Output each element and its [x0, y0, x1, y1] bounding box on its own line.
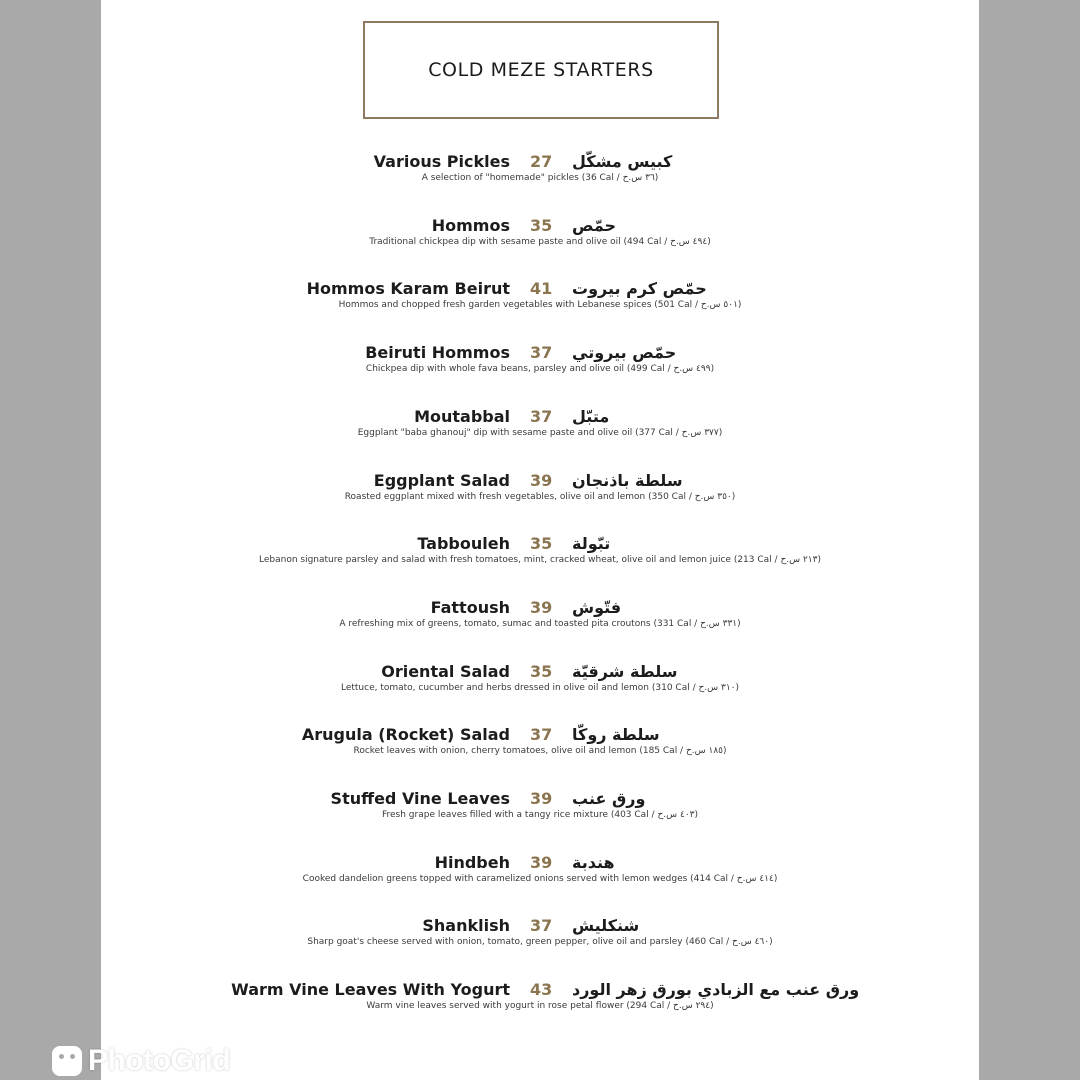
menu-item-line [101, 534, 979, 556]
menu-item-price: 27 [530, 152, 553, 171]
menu-item-description: Cooked dandelion greens topped with caramelized onions served with lemon wedges (414 Cal / ٤١٤ س.ح) [302, 874, 778, 884]
menu-item-price: 35 [530, 534, 553, 553]
menu-item [101, 853, 979, 884]
menu-item-line [101, 216, 979, 238]
menu-item-line [101, 152, 979, 174]
menu-item-price: 43 [530, 980, 553, 999]
menu-item-price: 37 [530, 725, 553, 744]
menu-item-name: Hommos Karam Beirut [306, 279, 510, 298]
watermark-text: PhotoGrid [88, 1044, 231, 1077]
menu-item-arabic-name: شنكليش [572, 916, 640, 935]
menu-item-name: Stuffed Vine Leaves [330, 789, 510, 808]
menu-item-price: 37 [530, 343, 553, 362]
menu-item-arabic-name: حمّص [572, 216, 617, 235]
menu-item [101, 916, 979, 947]
menu-item-name: Shanklish [422, 916, 510, 935]
menu-item-description: Lettuce, tomato, cucumber and herbs dressed in olive oil and lemon (310 Cal / ٣١٠ س.ح) [340, 683, 740, 693]
menu-item-name: Hommos [431, 216, 510, 235]
menu-item-line [101, 725, 979, 747]
menu-item-price: 41 [530, 279, 553, 298]
menu-item-line [101, 407, 979, 429]
menu-item-description: Chickpea dip with whole fava beans, parsley and olive oil (499 Cal / ٤٩٩ س.ح) [365, 364, 715, 374]
menu-item-arabic-name: سلطة روكّا [572, 725, 660, 744]
menu-item-arabic-name: سلطة شرقيّة [572, 662, 678, 681]
menu-item-price: 39 [530, 471, 553, 490]
menu-item [101, 980, 979, 1011]
menu-item-arabic-name: ورق عنب مع الزبادي بورق زهر الورد [572, 980, 860, 999]
photogrid-watermark [52, 1044, 230, 1078]
menu-item-description: A refreshing mix of greens, tomato, sumac and toasted pita croutons (331 Cal / ٣٣١ س.ح) [339, 619, 741, 629]
menu-item-name: Oriental Salad [381, 662, 510, 681]
menu-item [101, 598, 979, 629]
menu-item-name: Beiruti Hommos [365, 343, 510, 362]
menu-item-line [101, 980, 979, 1002]
section-title-box [363, 21, 719, 119]
menu-item [101, 534, 979, 565]
menu-item-line [101, 789, 979, 811]
menu-item [101, 662, 979, 693]
menu-item [101, 152, 979, 183]
menu-item-price: 35 [530, 216, 553, 235]
menu-item-arabic-name: سلطة باذنجان [572, 471, 683, 490]
menu-item-price: 39 [530, 598, 553, 617]
menu-item [101, 407, 979, 438]
menu-item-name: Arugula (Rocket) Salad [301, 725, 510, 744]
menu-item-arabic-name: حمّص كرم بيروت [572, 279, 707, 298]
menu-item-arabic-name: تبّولة [572, 534, 611, 553]
menu-item [101, 789, 979, 820]
menu-item-description: Rocket leaves with onion, cherry tomatoes, olive oil and lemon (185 Cal / ١٨٥ س.ح) [353, 746, 727, 756]
menu-item-price: 35 [530, 662, 553, 681]
menu-item-description: Sharp goat's cheese served with onion, tomato, green pepper, olive oil and parsley (460 Cal / ٤٦٠ س.ح) [307, 937, 773, 947]
menu-item-arabic-name: ورق عنب [572, 789, 646, 808]
photogrid-logo-icon [52, 1046, 82, 1076]
menu-item-line [101, 343, 979, 365]
menu-item-description: Roasted eggplant mixed with fresh vegetables, olive oil and lemon (350 Cal / ٣٥٠ س.ح) [344, 492, 736, 502]
menu-item-name: Warm Vine Leaves With Yogurt [231, 980, 510, 999]
menu-item-name: Tabbouleh [417, 534, 510, 553]
menu-item [101, 725, 979, 756]
menu-item-description: Eggplant "baba ghanouj" dip with sesame paste and olive oil (377 Cal / ٣٧٧ س.ح) [357, 428, 723, 438]
menu-item-description: A selection of "homemade" pickles (36 Cal / ٣٦ س.ح) [421, 173, 659, 183]
menu-item-line [101, 471, 979, 493]
menu-item-name: Hindbeh [434, 853, 510, 872]
menu-item-price: 39 [530, 789, 553, 808]
menu-item-arabic-name: متبّل [572, 407, 610, 426]
menu-item-arabic-name: فتّوش [572, 598, 622, 617]
menu-item [101, 279, 979, 310]
menu-item-name: Eggplant Salad [373, 471, 510, 490]
menu-item-line [101, 853, 979, 875]
menu-item-description: Traditional chickpea dip with sesame paste and olive oil (494 Cal / ٤٩٤ س.ح) [369, 237, 711, 247]
menu-item-price: 37 [530, 916, 553, 935]
menu-item-price: 37 [530, 407, 553, 426]
menu-item-name: Fattoush [430, 598, 510, 617]
menu-item-line [101, 916, 979, 938]
menu-item-line [101, 598, 979, 620]
menu-item-name: Various Pickles [373, 152, 510, 171]
menu-item-description: Hommos and chopped fresh garden vegetables with Lebanese spices (501 Cal / ٥٠١ س.ح) [338, 300, 742, 310]
section-title: COLD MEZE STARTERS [428, 59, 654, 81]
menu-page [101, 0, 979, 1080]
menu-item-description: Warm vine leaves served with yogurt in rose petal flower (294 Cal / ٢٩٤ س.ح) [366, 1001, 714, 1011]
menu-item-line [101, 279, 979, 301]
menu-item-description: Lebanon signature parsley and salad with fresh tomatoes, mint, cracked wheat, olive oil and lemon juice (213 Cal / ٢١٣ س.ح) [259, 555, 821, 565]
menu-item-arabic-name: كبيس مشكّل [572, 152, 673, 171]
menu-item-arabic-name: حمّص بيروتي [572, 343, 677, 362]
menu-item-description: Fresh grape leaves filled with a tangy rice mixture (403 Cal / ٤٠٣ س.ح) [381, 810, 699, 820]
menu-item-arabic-name: هندبة [572, 853, 615, 872]
menu-item-price: 39 [530, 853, 553, 872]
menu-item-line [101, 662, 979, 684]
menu-item [101, 343, 979, 374]
menu-item [101, 471, 979, 502]
menu-item-name: Moutabbal [414, 407, 510, 426]
menu-item [101, 216, 979, 247]
